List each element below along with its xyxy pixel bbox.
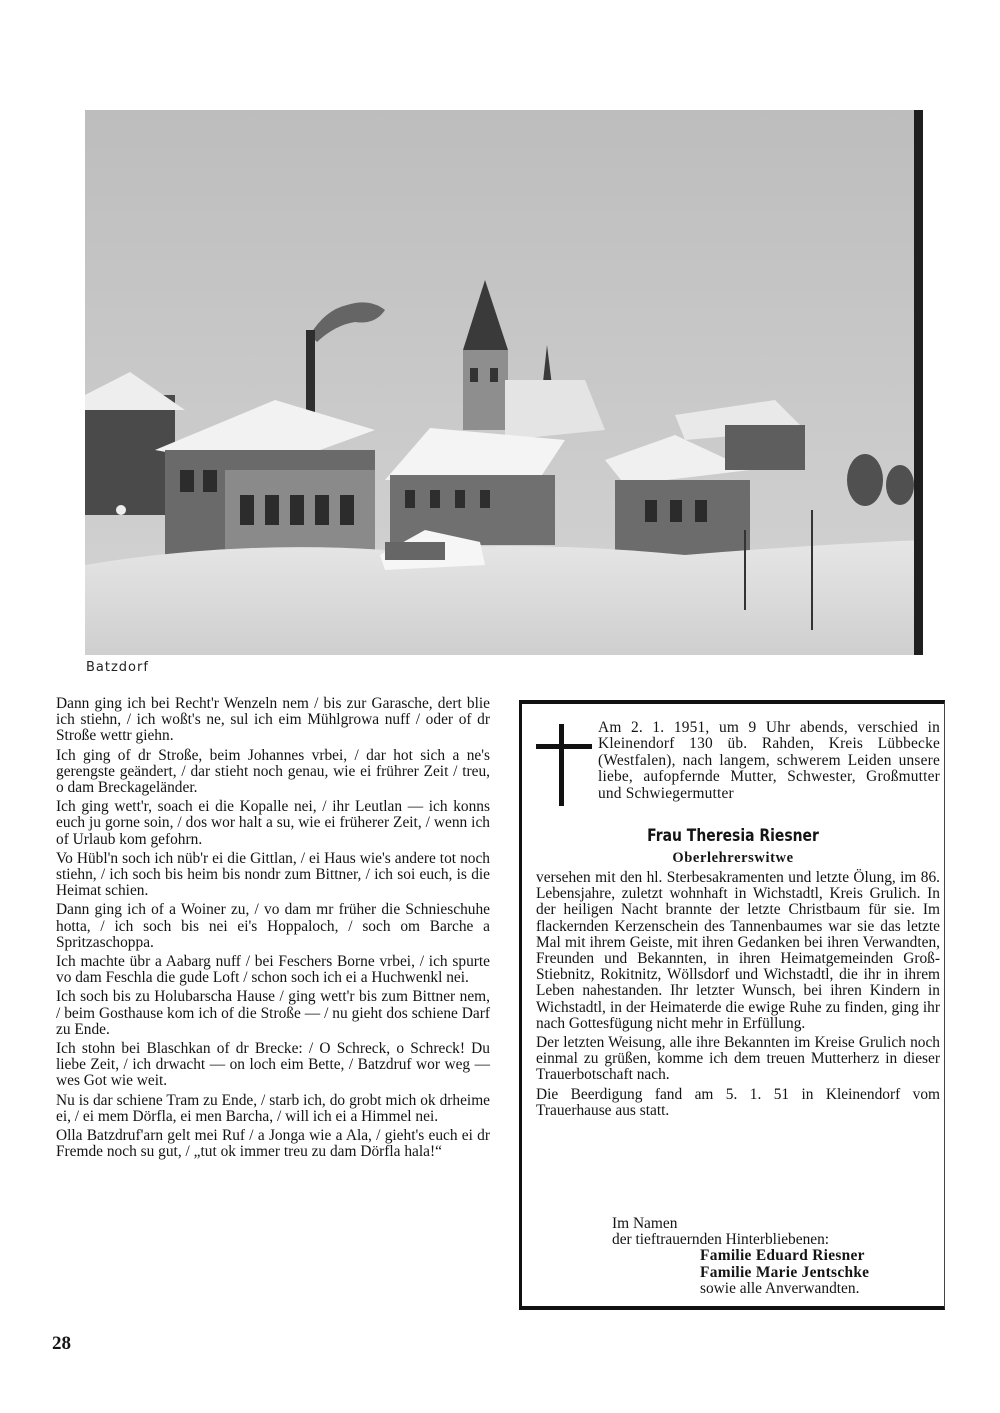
notice-body xyxy=(536,870,940,1122)
obituary-notice xyxy=(519,700,945,1310)
poem-stanza: Vo Hübl'n soch ich nüb'r ei die Gittlan, / ei Haus wie's andere tot noch stiehn, / ich soch bis heim bis nondr zum Bittner, / ich soi euch, is die Heimat schien. xyxy=(56,849,490,900)
signature-line: Im Namen xyxy=(612,1215,678,1232)
signature-family: Familie Eduard Riesner xyxy=(700,1247,865,1265)
poem-stanza: Dann ging ich bei Recht'r Wenzeln nem / bis zur Garasche, dert blie ich stiehn, / ich woßt's ne, sul ich eim Mühlgrowa nuff / oder of dr Stroße wettr giehn. xyxy=(56,695,490,745)
poem-stanza: Olla Batzdruf'arn gelt mei Ruf / a Jonga wie a Ala, / gieht's euch ei dr Fremde noch su gut, / „tut ok immer treu zu dam Dörfla hala!“ xyxy=(56,1127,490,1161)
page-number: 28 xyxy=(52,1333,71,1354)
notice-intro: Am 2. 1. 1951, um 9 Uhr abends, verschied in Kleinendorf 130 üb. Rahden, Kreis Lübbecke (Westfalen), nach langem, schwerem Leiden unsere liebe, aufopfernde Mutter, Schwester, Großmutter und Schwiegermutter xyxy=(598,719,940,802)
deceased-name: Frau Theresia Riesner xyxy=(647,826,819,846)
notice-paragraph: Der letzten Weisung, alle ihre Bekannten im Kreise Grulich noch einmal zu grüßen, komme ich dem treuen Mutterherz in dieser Trauerbotschaft nach. xyxy=(536,1034,940,1084)
signature-family: Familie Marie Jentschke xyxy=(700,1263,870,1281)
poem-stanza: Ich stohn bei Blaschkan of dr Brecke: / O Schreck, o Schreck! Du liebe Zeit, / ich drwacht — on loch eim Bette, / Batzdruf wor weg — wes Got wie weit. xyxy=(56,1040,490,1090)
notice-paragraph: versehen mit den hl. Sterbesakramenten und letzte Ölung, im 86. Lebensjahre, zuletzt wohnhaft in Wichstadtl, Kreis Grulich. In der heiligen Nacht brannte der letzte Christbaum für sie. Im flackernden Kerzenschein des Tannenbaumes war sie das letzte Mal mit ihrem Geiste, mit ihren Gedanken bei ihren Verwandten, Freunden und Bekannten, in ihren Heimatgemeinden Groß-Stiebnitz, Rokitnitz, Wöllsdorf und Wichstadtl, die ihr in ihrem Leben nahestanden. Ihr letzter Wunsch, bei ihren Kindern in Wichstadtl, in der Heimaterde die ewige Ruhe zu finden, ging ihr nach Gottesfügung nicht mehr in Erfüllung. xyxy=(536,869,940,1032)
poem-stanza: Ich soch bis zu Holubarscha Hause / ging wett'r bis zum Bittner nem, / beim Gosthause kom ich of die Stroße — / nu gieht dos schiene Darf zu Ende. xyxy=(56,988,490,1038)
poem-stanza: Ich machte übr a Aabarg nuff / bei Feschers Borne vrbei, / ich spurte vo dam Feschla die gude Loft / schon soch ich ei a Huchwenkl nei. xyxy=(56,953,490,987)
notice-paragraph: Die Beerdigung fand am 5. 1. 51 in Kleinendorf vom Trauerhause aus statt. xyxy=(536,1085,940,1119)
notice-signature xyxy=(536,1216,940,1297)
poem-column xyxy=(56,696,490,1163)
signature-line: sowie alle Anverwandten. xyxy=(700,1279,860,1297)
deceased-title: Oberlehrerswitwe xyxy=(672,850,794,866)
poem-stanza: Dann ging ich of a Woiner zu, / vo dam mr früher die Schnieschuhe hotta, / ich soch bis nei ei's Hoppaloch, / soch om Barche a Spritzaschoppa. xyxy=(56,901,490,951)
village-photo xyxy=(85,110,923,655)
village-winter-scene-image xyxy=(85,110,923,655)
poem-stanza: Ich ging of dr Stroße, beim Johannes vrbei, / dar hot sich a ne's gerengste geändert, / dar stieht noch genau, wie ei frührer Zeit / treu, o dam Breckageländer. xyxy=(56,746,490,797)
cross-icon xyxy=(536,724,592,806)
signature-line: der tieftrauernden Hinterbliebenen: xyxy=(612,1231,830,1249)
poem-stanza: Nu is dar schiene Tram zu Ende, / starb ich, do grobt mich ok drheime ei, / ei mem Dörfla, ei men Barcha, / will ich ei a Himmel nei. xyxy=(56,1091,490,1125)
photo-caption: Batzdorf xyxy=(86,660,149,675)
poem-stanza: Ich ging wett'r, soach ei die Kopalle nei, / ihr Leutlan — ich konns euch ju gorne soin, / dos wor halt a su, wie ei früherer Zeit, / wenn ich of Urlaub kom gefohrn. xyxy=(56,798,490,848)
